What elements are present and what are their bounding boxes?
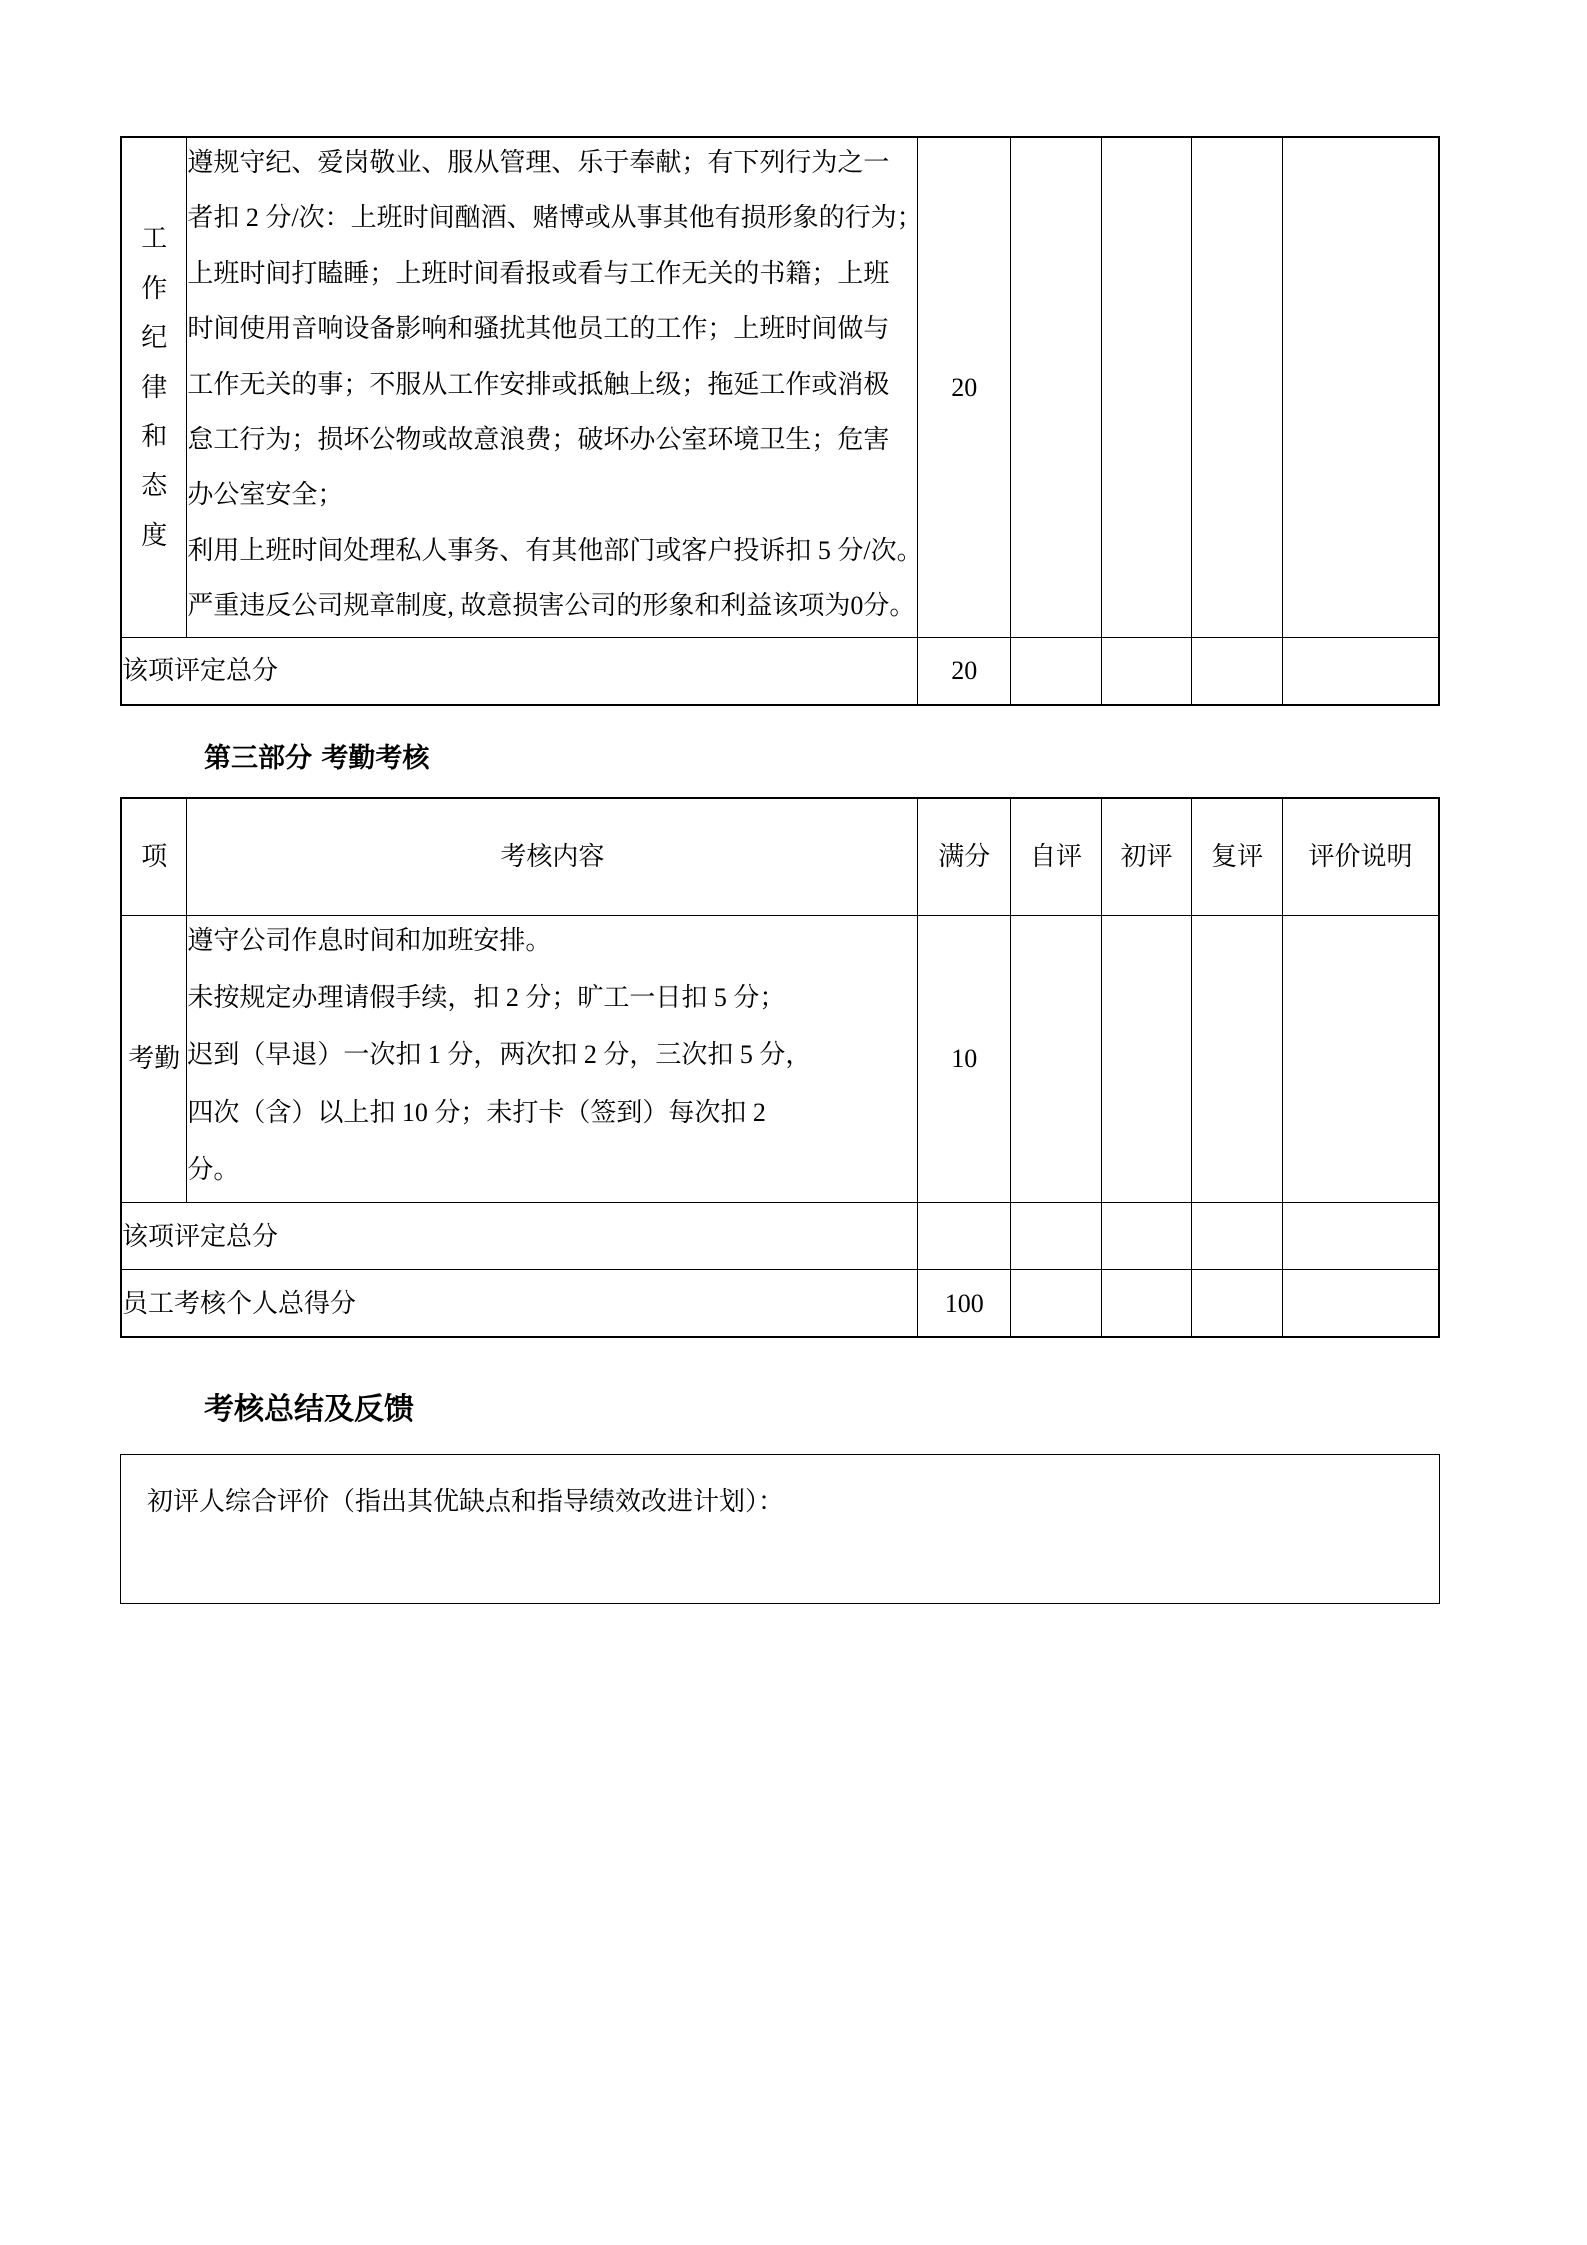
summary-heading: 考核总结及反馈 (204, 1392, 414, 1428)
column-header-note: 评价说明 (1282, 798, 1439, 916)
criteria-line: 上班时间打瞌睡；上班时间看报或看与工作无关的书籍；上班 (187, 258, 890, 288)
subtotal-note-cell[interactable] (1282, 637, 1439, 705)
note-cell[interactable] (1282, 137, 1439, 637)
self-eval-cell[interactable] (1011, 137, 1102, 637)
criteria-line: 遵守公司作息时间和加班安排。 (187, 925, 552, 955)
subtotal-second-eval-cell[interactable] (1192, 637, 1283, 705)
subtotal-max-score-cell (918, 1203, 1011, 1270)
column-header-content: 考核内容 (187, 798, 918, 916)
subtotal-self-eval-cell[interactable] (1011, 1203, 1102, 1270)
table-row-subtotal (121, 637, 1439, 705)
criteria-line: 办公室安全； (187, 480, 344, 510)
item-char: 工 (141, 224, 168, 254)
criteria-text-work-discipline (187, 137, 923, 637)
item-char: 律 (141, 372, 168, 402)
feedback-textbox[interactable] (120, 1454, 1440, 1604)
table-row-grand-total (121, 1270, 1439, 1338)
grand-total-first-eval-cell[interactable] (1101, 1270, 1192, 1338)
first-eval-cell[interactable] (1101, 915, 1192, 1203)
item-char: 和 (141, 421, 168, 451)
first-eval-cell[interactable] (1101, 137, 1192, 637)
feedback-prompt: 初评人综合评价（指出其优缺点和指导绩效改进计划）： (147, 1487, 785, 1517)
subtotal-note-cell[interactable] (1282, 1203, 1439, 1270)
subtotal-second-eval-cell[interactable] (1192, 1203, 1283, 1270)
item-char: 纪 (141, 323, 168, 353)
criteria-text-attendance (187, 915, 918, 1203)
grand-total-label: 员工考核个人总得分 (121, 1270, 918, 1338)
subtotal-first-eval-cell[interactable] (1101, 1203, 1192, 1270)
criteria-line: 利用上班时间处理私人事务、有其他部门或客户投诉扣 5 分/次。 (187, 535, 923, 565)
criteria-line: 时间使用音响设备影响和骚扰其他员工的工作；上班时间做与 (187, 314, 890, 344)
table-row-subtotal (121, 1203, 1439, 1270)
criteria-line: 迟到（早退）一次扣 1 分，两次扣 2 分，三次扣 5 分， (187, 1040, 812, 1070)
grand-total-note-cell[interactable] (1282, 1270, 1439, 1338)
item-char: 作 (141, 273, 168, 303)
column-header-max-score: 满分 (918, 798, 1011, 916)
subtotal-first-eval-cell[interactable] (1101, 637, 1192, 705)
item-char: 态 (141, 471, 168, 501)
table-header-row (121, 798, 1439, 916)
column-header-second-eval: 复评 (1192, 798, 1283, 916)
subtotal-label: 该项评定总分 (121, 637, 918, 705)
grand-total-self-eval-cell[interactable] (1011, 1270, 1102, 1338)
column-header-first-eval: 初评 (1101, 798, 1192, 916)
criteria-line: 遵规守纪、爱岗敬业、服从管理、乐于奉献；有下列行为之一 (187, 148, 890, 177)
subtotal-self-eval-cell[interactable] (1011, 637, 1102, 705)
item-label-attendance: 考勤 (121, 915, 187, 1203)
note-cell[interactable] (1282, 915, 1439, 1203)
criteria-line: 工作无关的事；不服从工作安排或抵触上级；拖延工作或消极 (187, 369, 890, 399)
attendance-table (120, 797, 1440, 1339)
work-discipline-table (120, 136, 1440, 706)
table-row (121, 915, 1439, 1203)
page-content (120, 0, 1440, 1604)
second-eval-cell[interactable] (1192, 915, 1283, 1203)
criteria-line: 怠工行为；损坏公物或故意浪费；破坏办公室环境卫生；危害 (187, 424, 890, 454)
section-heading-part3: 第三部分 考勤考核 (204, 742, 430, 774)
grand-total-max-score-cell: 100 (918, 1270, 1011, 1338)
subtotal-max-score-cell: 20 (918, 637, 1011, 705)
max-score-cell: 20 (918, 137, 1011, 637)
table-row (121, 137, 1439, 637)
item-char: 度 (141, 520, 168, 550)
criteria-line: 四次（含）以上扣 10 分；未打卡（签到）每次扣 2 (187, 1097, 766, 1127)
grand-total-second-eval-cell[interactable] (1192, 1270, 1283, 1338)
subtotal-label: 该项评定总分 (121, 1203, 918, 1270)
second-eval-cell[interactable] (1192, 137, 1283, 637)
column-header-self-eval: 自评 (1011, 798, 1102, 916)
criteria-line: 者扣 2 分/次：上班时间酗酒、赌博或从事其他有损形象的行为； (187, 203, 923, 233)
top-spacer (120, 0, 1440, 136)
column-header-item: 项 (121, 798, 187, 916)
criteria-line: 严重违反公司规章制度, 故意损害公司的形象和利益该项为0分。 (187, 591, 916, 621)
self-eval-cell[interactable] (1011, 915, 1102, 1203)
criteria-line: 分。 (187, 1155, 240, 1185)
item-label-work-discipline (121, 137, 187, 637)
criteria-line: 未按规定办理请假手续，扣 2 分；旷工一日扣 5 分； (187, 982, 786, 1012)
max-score-cell: 10 (918, 915, 1011, 1203)
